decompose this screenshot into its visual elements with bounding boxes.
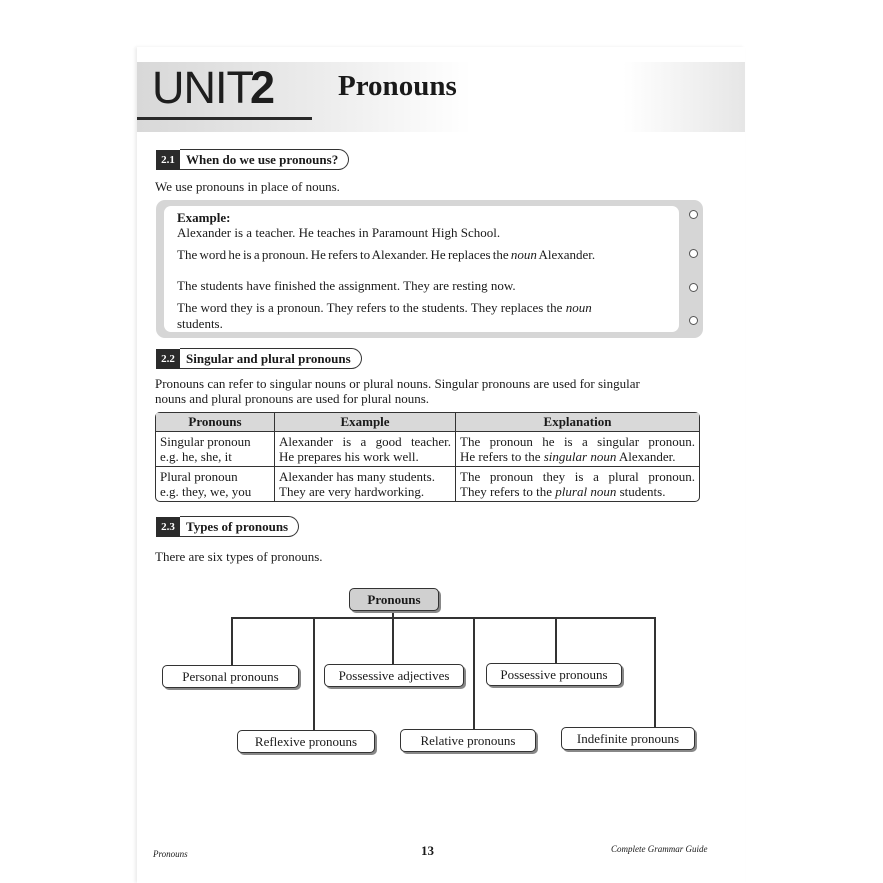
connector-line xyxy=(231,617,233,665)
unit-title: Pronouns xyxy=(338,70,457,102)
section-number: 2.3 xyxy=(156,517,180,537)
example-line-4: The word they is a pronoun. They refers to the students. They replaces the noun xyxy=(177,300,592,315)
intro-2-3: There are six types of pronouns. xyxy=(155,549,323,564)
section-number: 2.1 xyxy=(156,150,180,170)
intro-2-2-line-2: nouns and plural pronouns are used for plural nouns. xyxy=(155,391,430,406)
connector-line xyxy=(473,617,475,729)
connector-line xyxy=(392,617,394,665)
example-line-5: students. xyxy=(177,316,223,331)
diagram-node-relative: Relative pronouns xyxy=(400,729,536,752)
diagram-node-personal: Personal pronouns xyxy=(162,665,299,688)
connector-line xyxy=(555,617,557,663)
section-title: Singular and plural pronouns xyxy=(180,348,362,369)
table-cell: The pronoun they is a plural pronoun. They refers to the plural noun students. xyxy=(460,469,695,499)
binder-hole-icon xyxy=(689,210,698,219)
intro-2-2-line-1: Pronouns can refer to singular nouns or plural nouns. Singular pronouns are used for singular xyxy=(155,376,640,391)
connector-line xyxy=(654,617,656,727)
binder-hole-icon xyxy=(689,249,698,258)
table-row xyxy=(156,432,699,467)
binder-hole-icon xyxy=(689,316,698,325)
table-row xyxy=(156,467,699,501)
unit-underline xyxy=(137,117,312,120)
table-cell: The pronoun he is a singular pronoun. He refers to the singular noun Alexander. xyxy=(456,432,699,467)
section-title: Types of pronouns xyxy=(180,516,299,537)
table-header-row xyxy=(156,413,699,432)
connector-line xyxy=(231,617,655,619)
diagram-node-possessive-pronouns: Possessive pronouns xyxy=(486,663,622,686)
unit-number: 2 xyxy=(250,62,276,113)
table-header: Explanation xyxy=(456,413,699,432)
example-line-1: Alexander is a teacher. He teaches in Paramount High School. xyxy=(177,225,501,240)
footer-chapter: Pronouns xyxy=(153,849,188,859)
unit-label: UNIT xyxy=(152,62,253,113)
example-heading: Example: xyxy=(177,210,231,225)
intro-2-1: We use pronouns in place of nouns. xyxy=(155,179,340,194)
table-cell: Alexander has many students. They are very hardworking. xyxy=(275,467,456,501)
diagram-node-possessive-adjectives: Possessive adjectives xyxy=(324,664,464,687)
page-number: 13 xyxy=(421,843,434,858)
table-cell: Alexander is a good teacher. He prepares his work well. xyxy=(275,432,456,467)
connector-line xyxy=(313,617,315,730)
diagram-root-node: Pronouns xyxy=(349,588,439,611)
table-header: Example xyxy=(275,413,456,432)
section-title: When do we use pronouns? xyxy=(180,149,349,170)
diagram-node-indefinite: Indefinite pronouns xyxy=(561,727,695,750)
table-cell: Singular pronoun e.g. he, she, it xyxy=(156,432,275,467)
table-header: Pronouns xyxy=(156,413,275,432)
pronoun-table xyxy=(155,412,700,502)
binder-hole-icon xyxy=(689,283,698,292)
section-number: 2.2 xyxy=(156,349,180,369)
diagram-node-reflexive: Reflexive pronouns xyxy=(237,730,375,753)
footer-book-title: Complete Grammar Guide xyxy=(611,844,708,854)
example-line-3: The students have finished the assignment. They are resting now. xyxy=(177,278,516,293)
example-line-2: The word he is a pronoun. He refers to Alexander. He replaces the noun Alexander. xyxy=(177,247,596,262)
table-cell: Plural pronoun e.g. they, we, you xyxy=(156,467,275,501)
